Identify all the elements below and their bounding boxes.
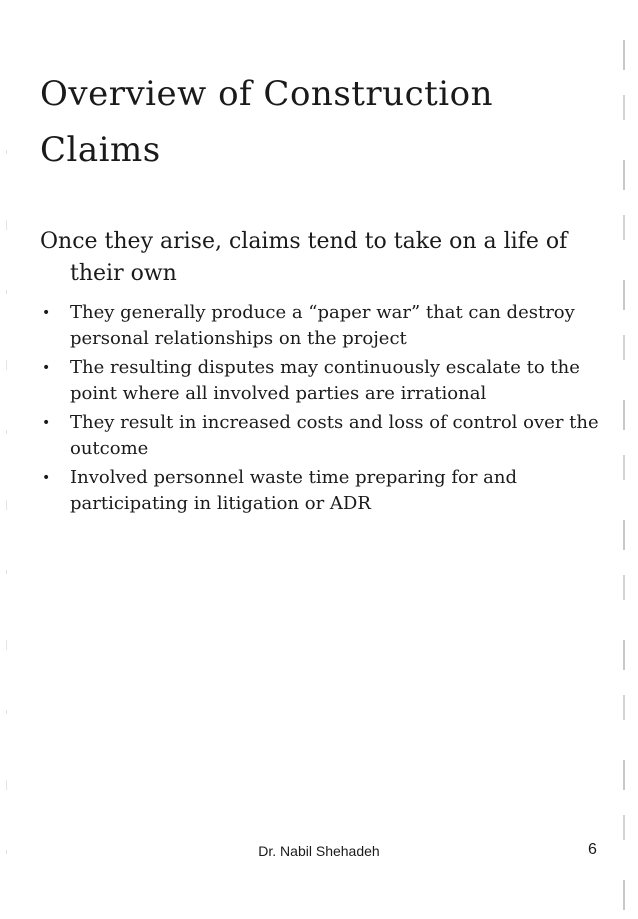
- bullet-item: [40, 465, 600, 517]
- bullet-item: [40, 355, 600, 407]
- bullet-text: Involved personnel waste time preparing for and participating in litigation or ADR: [70, 467, 518, 514]
- scan-edge-left: [6, 90, 7, 890]
- scan-edge-right: [623, 0, 625, 919]
- bullet-icon: •: [42, 305, 51, 321]
- bullet-list: [40, 300, 600, 520]
- footer-author: Dr. Nabil Shehadeh: [258, 843, 380, 859]
- bullet-text: They generally produce a “paper war” that can destroy personal relationships on the project: [70, 302, 575, 349]
- bullet-text: The resulting disputes may continuously escalate to the point where all involved parties are irrational: [70, 357, 580, 404]
- bullet-icon: •: [42, 415, 51, 431]
- bullet-icon: •: [42, 470, 51, 486]
- intro-text: Once they arise, claims tend to take on a life of their own: [40, 229, 568, 286]
- bullet-text: They result in increased costs and loss of control over the outcome: [70, 412, 599, 459]
- page-number: 6: [588, 841, 597, 858]
- page-title: Overview of Construction Claims: [40, 74, 494, 170]
- bullet-item: [40, 300, 600, 352]
- bullet-icon: •: [42, 360, 51, 376]
- bullet-item: [40, 410, 600, 462]
